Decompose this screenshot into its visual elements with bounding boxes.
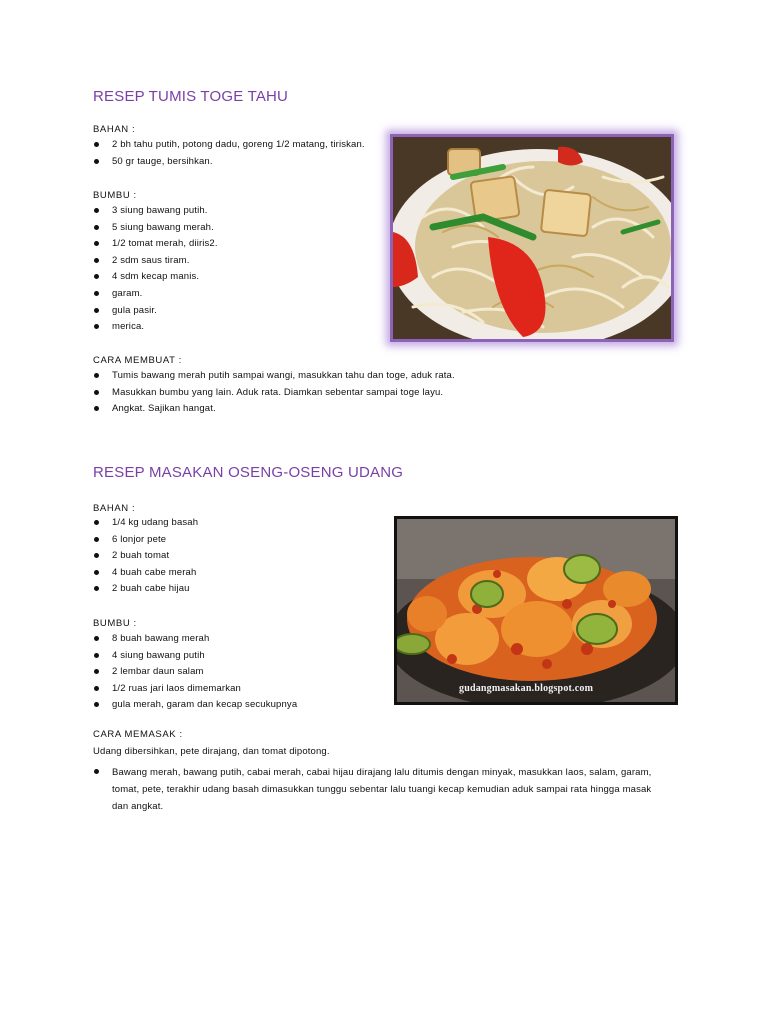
recipe2-cara-intro: Udang dibersihkan, pete dirajang, dan tomat dipotong. <box>93 746 330 757</box>
list-item: 2 buah tomat <box>93 548 198 565</box>
recipe1-bahan-label: BAHAN : <box>93 124 136 135</box>
list-item: Bawang merah, bawang putih, cabai merah, cabai hijau dirajang lalu ditumis dengan minyak, masukkan laos, salam, garam, tomat, pete, terakhir udang basah dimasukkan tunggu sebentar lalu tuangi kecap kemudian aduk sampai rata hingga masak dan angkat. <box>93 764 652 815</box>
list-item: 6 lonjor pete <box>93 532 198 549</box>
list-item: 8 buah bawang merah <box>93 631 297 648</box>
list-item: merica. <box>93 319 218 336</box>
list-item: 2 buah cabe hijau <box>93 581 198 598</box>
recipe2-bumbu-label: BUMBU : <box>93 618 137 629</box>
oseng-udang-illustration <box>397 519 675 702</box>
recipe1-bahan-list <box>93 137 365 170</box>
list-item: 1/2 tomat merah, diiris2. <box>93 236 218 253</box>
list-item: Masukkan bumbu yang lain. Aduk rata. Diamkan sebentar sampai toge layu. <box>93 385 455 402</box>
recipe2-bahan-list <box>93 515 198 598</box>
list-item: Angkat. Sajikan hangat. <box>93 401 455 418</box>
recipe1-bumbu-list <box>93 203 218 336</box>
list-item: 4 sdm kecap manis. <box>93 269 218 286</box>
recipe2-cara-list <box>93 764 652 815</box>
list-item: 3 siung bawang putih. <box>93 203 218 220</box>
recipe1-cara-list <box>93 368 455 418</box>
list-item: gula merah, garam dan kecap secukupnya <box>93 697 297 714</box>
recipe1-cara-label: CARA MEMBUAT : <box>93 355 182 366</box>
recipe2-bahan-label: BAHAN : <box>93 503 136 514</box>
tumis-toge-tahu-photo <box>390 134 674 342</box>
list-item: 2 sdm saus tiram. <box>93 253 218 270</box>
list-item: 1/2 ruas jari laos dimemarkan <box>93 681 297 698</box>
photo-watermark: gudangmasakan.blogspot.com <box>459 683 594 694</box>
list-item: garam. <box>93 286 218 303</box>
list-item: gula pasir. <box>93 303 218 320</box>
tumis-toge-tahu-illustration <box>393 137 671 339</box>
list-item: 2 lembar daun salam <box>93 664 297 681</box>
list-item: 4 buah cabe merah <box>93 565 198 582</box>
recipe2-cara-label: CARA MEMASAK : <box>93 729 183 740</box>
list-item: 4 siung bawang putih <box>93 648 297 665</box>
list-item: 1/4 kg udang basah <box>93 515 198 532</box>
list-item: 50 gr tauge, bersihkan. <box>93 154 365 171</box>
recipe1-title: RESEP TUMIS TOGE TAHU <box>93 88 289 105</box>
list-item: 5 siung bawang merah. <box>93 220 218 237</box>
recipe1-bumbu-label: BUMBU : <box>93 190 137 201</box>
list-item: 2 bh tahu putih, potong dadu, goreng 1/2 matang, tiriskan. <box>93 137 365 154</box>
list-item: Tumis bawang merah putih sampai wangi, masukkan tahu dan toge, aduk rata. <box>93 368 455 385</box>
recipe2-title: RESEP MASAKAN OSENG-OSENG UDANG <box>93 464 404 481</box>
recipe2-bumbu-list <box>93 631 297 714</box>
oseng-udang-photo <box>394 516 678 705</box>
